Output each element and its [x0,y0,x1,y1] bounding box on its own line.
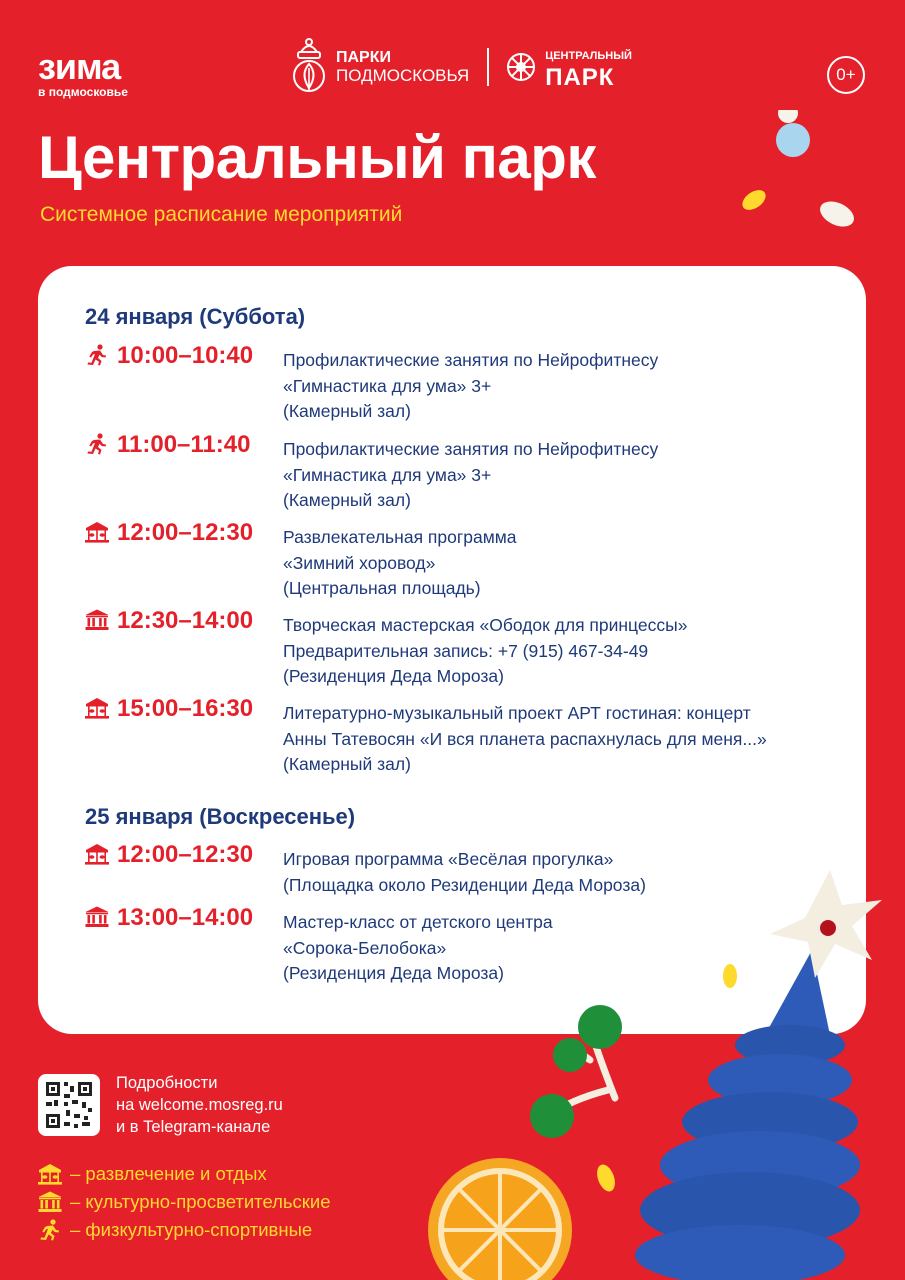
age-rating-badge: 0+ [827,56,865,94]
legend-item-sports [38,1217,312,1243]
orange-slice-icon [428,1158,572,1280]
logo-divider [487,48,489,86]
running-person-icon [85,433,109,455]
decorative-illustration [420,860,905,1280]
knitted-tree-icon [635,950,860,1280]
running-person-icon [38,1219,62,1241]
event-time: 12:00–12:30 [117,519,254,546]
event-time: 12:30–14:00 [117,607,254,634]
event-time: 15:00–16:30 [117,695,254,722]
event-description: Творческая мастерская «Ободок для принцессы» Предварительная запись: +7 (915) 467-34-49 (Резиденция Деда Мороза) [283,615,688,686]
day-heading: 25 января (Воскресенье) [85,804,356,829]
legend-label: – физкультурно-спортивные [70,1219,313,1240]
event-description: Развлекательная программа «Зимний хоровод» (Центральная площадь) [283,527,517,598]
museum-icon [85,609,109,631]
carousel-icon [85,697,109,719]
event-description: Литературно-музыкальный проект АРТ гостиная: концерт Анны Татевосян «И вся планета распахнулась для меня...» (Камерный зал) [283,703,767,774]
running-person-icon [85,344,109,366]
central-park-logo-line1: ЦЕНТРАЛЬНЫЙ [545,50,632,62]
parks-logo [292,38,632,96]
details-info [116,1072,283,1138]
central-park-logo-line2: ПАРК [545,64,615,91]
berry-branch-icon [530,1005,622,1138]
event-description: Игровая программа «Весёлая прогулка» (Площадка около Резиденции Деда Мороза) [283,849,646,895]
page-title: Центральный парк [38,124,596,191]
carousel-icon [85,843,109,865]
museum-icon [38,1191,62,1213]
page-subtitle: Системное расписание мероприятий [40,203,403,226]
details-link[interactable]: на welcome.mosreg.ru [116,1096,283,1114]
legend-label: – культурно-просветительские [70,1191,331,1212]
event-time: 13:00–14:00 [117,904,254,931]
museum-icon [85,906,109,928]
event-time: 10:00–10:40 [117,342,254,369]
zima-title: зима [38,46,121,87]
carousel-icon [85,521,109,543]
carousel-icon [38,1163,62,1185]
event-time: 11:00–11:40 [117,431,251,458]
event-description: Мастер-класс от детского центра «Сорока-Белобока» (Резиденция Деда Мороза) [283,912,553,983]
star-topper-icon [770,870,882,978]
qr-code[interactable] [38,1074,100,1136]
zima-subtitle: в подмосковье [38,85,128,99]
snowflake-icon [505,51,537,83]
details-line: и в Telegram-канале [116,1118,271,1136]
decorative-confetti [725,110,905,240]
event-description: Профилактические занятия по Нейрофитнесу «Гимнастика для ума» 3+ (Камерный зал) [283,439,659,510]
day-heading: 24 января (Суббота) [85,304,306,329]
details-line: Подробности [116,1074,218,1092]
qr-code-icon [38,1074,100,1136]
event-time: 12:00–12:30 [117,841,254,868]
parks-logo-line1: ПАРКИ [336,49,391,66]
legend-item-cultural [38,1189,331,1215]
event-description: Профилактические занятия по Нейрофитнесу «Гимнастика для ума» 3+ (Камерный зал) [283,350,659,421]
leaf-emblem-icon [292,38,326,96]
zima-logo [38,46,128,99]
parks-logo-line2: ПОДМОСКОВЬЯ [336,66,470,85]
legend-label: – развлечение и отдых [70,1163,267,1184]
legend-item-entertainment [38,1161,267,1187]
